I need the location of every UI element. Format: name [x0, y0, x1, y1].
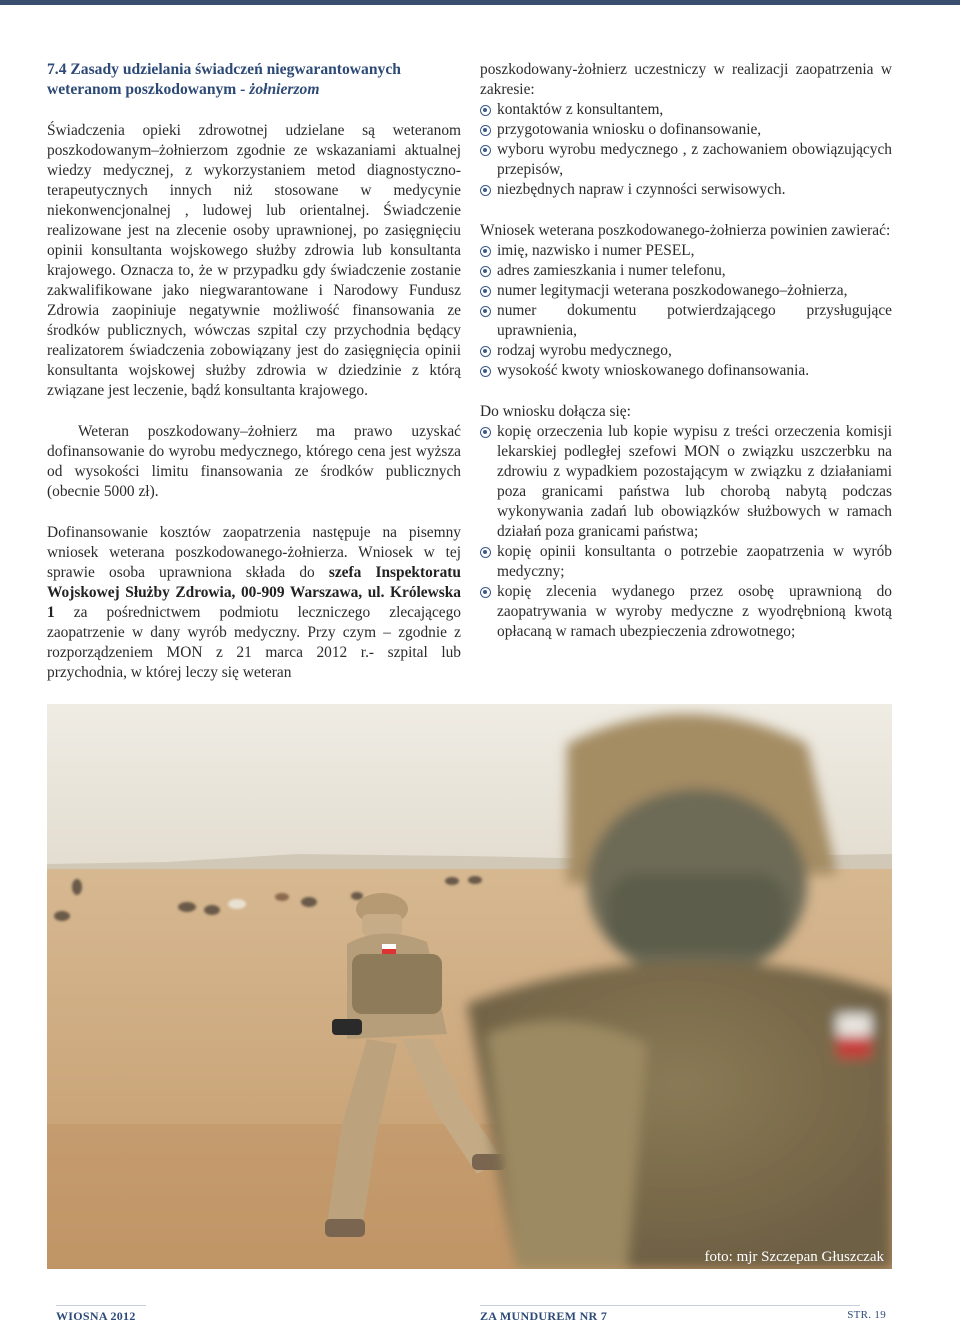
- right-intro-1: poszkodowany-żołnierz uczestniczy w realizacji zaopatrzenia w zakresie:: [480, 61, 892, 98]
- list-item-text: numer dokumentu potwierdzającego przysługujące uprawnienia,: [497, 302, 892, 339]
- photo-illustration: [47, 704, 892, 1269]
- list-item: [480, 140, 892, 180]
- bullet-icon: [480, 125, 491, 136]
- bullet-icon: [480, 105, 491, 116]
- list-item: [480, 100, 892, 120]
- bullet-icon: [480, 286, 491, 297]
- heading-emph: żołnierzom: [249, 81, 320, 98]
- list-item-text: przygotowania wniosku o dofinansowanie,: [497, 121, 762, 138]
- list-item-text: wysokość kwoty wnioskowanego dofinansowania.: [497, 362, 810, 379]
- paragraph-3: [47, 523, 461, 683]
- list-item: [480, 281, 892, 301]
- list-item: [480, 582, 892, 642]
- top-rule: [0, 0, 960, 5]
- bullet-icon: [480, 246, 491, 257]
- section-heading: [47, 60, 461, 100]
- paragraph-1: Świadczenia opieki zdrowotnej udzielane są weteranom poszkodowanym–żołnierzom zgodnie ze wskazaniami aktualnej wiedzy medycznej, z wykorzystaniem metod diagnostyczno-terapeutycznych innych niż stosowane w medycynie niekonwencjonalnej , ludowej lub orientalnej. Świadczenie realizowane jest na zlecenie osoby uprawnionej, po zasięgnięciu opinii konsultanta wojskowego służby zdrowia lub konsultanta krajowego. Oznacza to, że w przypadku gdy świadczenie zostanie zakwalifikowane jako niegwarantowane i Narodowy Fundusz Zdrowia zaopiniuje negatywnie możliwość finansowania ze środków publicznych, wówczas szpital czy przychodnia będący realizatorem świadczenia zobowiązany jest do zasięgnięcia opinii konsultanta wojskowej służby zdrowia w dziedzinie z którą związane jest leczenie, bądź konsultanta krajowego.: [47, 122, 461, 399]
- list-item-text: wyboru wyrobu medycznego , z zachowaniem obowiązujących przepisów,: [497, 141, 892, 178]
- left-column: [47, 60, 461, 683]
- bullet-icon: [480, 346, 491, 357]
- paragraph-2: Weteran poszkodowany–żołnierz ma prawo uzyskać dofinansowanie do wyrobu medycznego, którego cena jest wyższa od wysokości limitu finansowania ze środków publicznych (obecnie 5000 zł).: [47, 423, 461, 500]
- bullet-icon: [480, 427, 491, 438]
- paragraph-3-start: Dofinansowanie kosztów zaopatrzenia następuje na pisemny wniosek weterana poszkodowanego-żołnierza. Wniosek w tej sprawie osoba uprawniona składa do: [47, 524, 461, 581]
- list-scope: [480, 100, 892, 200]
- footer-magazine: ZA MUNDUREM NR 7: [480, 1309, 608, 1323]
- photo-credit: foto: mjr Szczepan Głuszczak: [704, 1249, 884, 1265]
- footer-rule-right: [480, 1305, 860, 1306]
- list-item-text: kopię orzeczenia lub kopie wypisu z treści orzeczenia komisji lekarskiej podległej szefowi MON o związku uszczerbku na zdrowiu z wypadkiem pozostającym w związku z działaniami poza granicami państwa lub chorobą nabytą podczas wykonywania zadań lub obowiązków służbowych w ramach działań poza granicami państwa;: [497, 423, 892, 540]
- list-item-text: kopię zlecenia wydanego przez osobę uprawnioną do zaopatrywania w wyroby medyczne z wyodrębnioną kwotą opłacaną w ramach ubezpieczenia zdrowotnego;: [497, 583, 892, 640]
- list-item-text: numer legitymacji weterana poszkodowanego–żołnierza,: [497, 282, 848, 299]
- list-item-text: adres zamieszkania i numer telefonu,: [497, 262, 726, 279]
- right-intro-2: Wniosek weterana poszkodowanego-żołnierza powinien zawierać:: [480, 222, 891, 239]
- paragraph-3-address: szefa Inspektoratu Wojskowej Służby Zdrowia, 00-909 Warszawa, ul. Królewska 1: [47, 564, 461, 621]
- list-item: [480, 341, 892, 361]
- list-item-text: kopię opinii konsultanta o potrzebie zaopatrzenia w wyrób medyczny;: [497, 543, 892, 580]
- list-application: [480, 241, 892, 381]
- right-column: [480, 60, 892, 663]
- bullet-icon: [480, 185, 491, 196]
- list-item-text: rodzaj wyrobu medycznego,: [497, 342, 672, 359]
- paragraph-3-end: za pośrednictwem podmiotu leczniczego zlecającego zaopatrzenie w dany wyrób medyczny. Przy czym – zgodnie z rozporządzeniem MON z 21 marca 2012 r.- szpital lub przychodnia, w której leczy się weteran: [47, 604, 461, 681]
- footer-season: WIOSNA 2012: [56, 1309, 136, 1323]
- list-item: [480, 301, 892, 341]
- list-item-text: niezbędnych napraw i czynności serwisowych.: [497, 181, 786, 198]
- heading-main: 7.4 Zasady udzielania świadczeń niegwarantowanych weteranom poszkodowanym -: [47, 61, 401, 98]
- bullet-icon: [480, 366, 491, 377]
- footer-rule-left: [56, 1305, 146, 1306]
- list-item: [480, 120, 892, 140]
- bullet-icon: [480, 587, 491, 598]
- bullet-icon: [480, 306, 491, 317]
- list-item: [480, 261, 892, 281]
- soldier-photo: [47, 704, 892, 1269]
- list-item-text: imię, nazwisko i numer PESEL,: [497, 242, 695, 259]
- list-item: [480, 361, 892, 381]
- list-item: [480, 422, 892, 542]
- list-item: [480, 542, 892, 582]
- bullet-icon: [480, 547, 491, 558]
- list-item: [480, 241, 892, 261]
- bullet-icon: [480, 145, 491, 156]
- bullet-icon: [480, 266, 491, 277]
- list-attachments: [480, 422, 892, 642]
- footer-page-number: STR. 19: [847, 1309, 886, 1321]
- right-intro-3: Do wniosku dołącza się:: [480, 403, 631, 420]
- list-item-text: kontaktów z konsultantem,: [497, 101, 664, 118]
- list-item: [480, 180, 892, 200]
